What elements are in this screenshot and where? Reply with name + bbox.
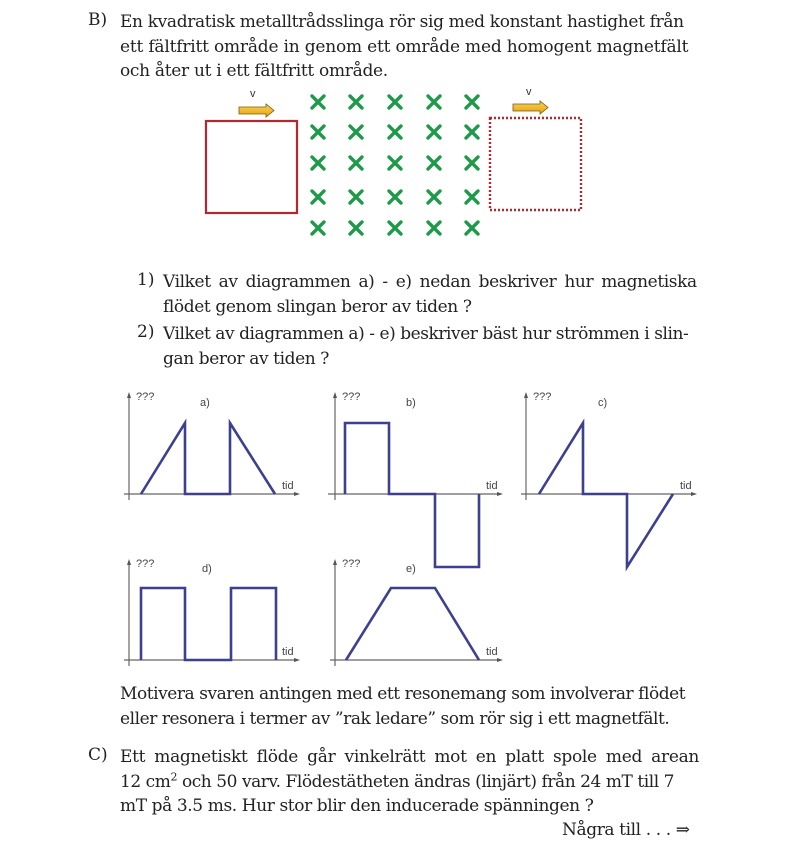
problem-c-line: [120, 770, 685, 795]
curve-c: [539, 423, 673, 567]
question-line: Vilket av diagrammen a) - e) nedan beskriver hur magnetiska: [163, 272, 697, 292]
diagram-b-ylabel: ???: [342, 391, 361, 403]
motivation-text: [120, 682, 685, 731]
problem-c-label: C): [88, 745, 108, 765]
problem-c-line: Ett magnetiskt flöde går vinkelrätt mot en platt spole med arean: [120, 747, 700, 767]
question-2-number: 2): [137, 322, 155, 342]
velocity-arrow-left-icon: [239, 104, 274, 117]
diagram-d-title: d): [202, 563, 212, 575]
curve-a: [141, 423, 275, 494]
diagram-b-xlabel: tid: [486, 480, 498, 492]
intro-line: och åter ut i ett fältfritt område.: [120, 61, 388, 81]
diagram-e-title: e): [406, 563, 416, 575]
velocity-arrow-right-icon: [513, 101, 548, 114]
diagram-c-xlabel: tid: [680, 480, 692, 492]
area-value: 12 cm: [120, 771, 171, 792]
curve-e: [346, 588, 479, 660]
intro-line: En kvadratisk metalltrådsslinga rör sig med konstant hastighet från: [120, 12, 684, 32]
axis-arrowheads: [127, 392, 697, 662]
question-line: flödet genom slingan beror av tiden ?: [163, 296, 472, 317]
curve-b: [345, 423, 479, 567]
question-1-number: 1): [137, 270, 155, 290]
diagram-b-title: b): [406, 397, 416, 409]
velocity-label-right: v: [526, 86, 532, 98]
diagram-e-xlabel: tid: [486, 646, 498, 658]
problem-b-label: B): [88, 10, 108, 30]
problem-c-line2-rest: och 50 varv. Flödestätheten ändras (linjärt) från 24 mT till 7: [177, 771, 675, 792]
diagram-a-xlabel: tid: [282, 480, 294, 492]
diagram-e-ylabel: ???: [342, 558, 361, 570]
motivation-line: Motivera svaren antingen med ett resonemang som involverar flödet: [120, 684, 686, 704]
more-problems-link[interactable]: Några till . . . ⇒: [562, 820, 690, 840]
diagram-c-ylabel: ???: [533, 391, 552, 403]
intro-line: ett fältfritt område in genom ett område med homogent magnetfält: [120, 36, 689, 57]
field-x-marks: [312, 96, 478, 234]
motivation-line: eller resonera i termer av ”rak ledare” som rör sig i ett magnetfält.: [120, 708, 670, 729]
velocity-label-left: v: [250, 88, 256, 100]
diagram-c-title: c): [598, 397, 608, 409]
loop-dotted: [490, 118, 581, 210]
problem-b-intro: [120, 10, 689, 84]
diagram-a-ylabel: ???: [136, 391, 155, 403]
question-2-text: [163, 322, 689, 371]
question-1-text: [163, 270, 697, 319]
diagram-a-title: a): [200, 397, 210, 409]
diagram-d-ylabel: ???: [136, 558, 155, 570]
problem-c-line: mT på 3.5 ms. Hur stor blir den inducerade spänningen ?: [120, 796, 594, 816]
axes: [124, 395, 694, 666]
problem-c-text: [120, 745, 700, 819]
area-exponent: 2: [170, 769, 177, 783]
question-line: Vilket av diagrammen a) - e) beskriver bäst hur strömmen i slin-: [163, 324, 689, 344]
curve-d: [141, 588, 276, 660]
diagram-d-xlabel: tid: [282, 646, 294, 658]
loop-solid: [206, 121, 297, 213]
question-line: gan beror av tiden ?: [163, 348, 330, 369]
